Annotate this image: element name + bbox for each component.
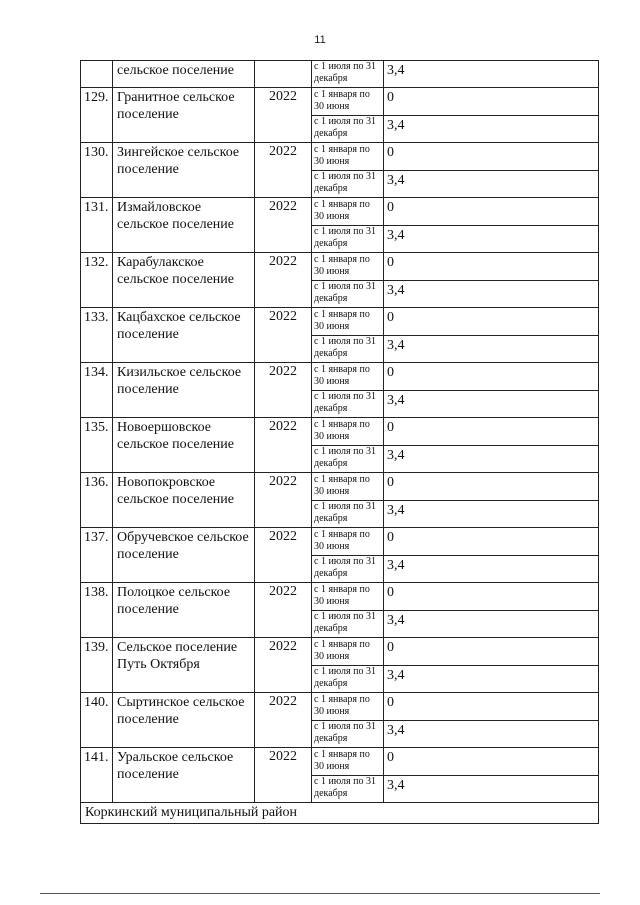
rate-cell: 0: [384, 88, 599, 116]
rate-cell: 0: [384, 693, 599, 721]
rate-cell: 3,4: [384, 556, 599, 583]
table-row: [81, 583, 599, 611]
rate-cell: 3,4: [384, 226, 599, 253]
period-cell: с 1 июля по 31 декабря: [312, 171, 384, 198]
year-cell: 2022: [255, 363, 312, 418]
period-cell: с 1 января по 30 июня: [312, 748, 384, 776]
page-number: 11: [314, 34, 326, 46]
table-row: [81, 748, 599, 776]
table-row: [81, 88, 599, 116]
table-row: [81, 253, 599, 281]
row-number-cell: 129.: [81, 88, 113, 143]
year-cell: 2022: [255, 748, 312, 803]
rate-cell: 3,4: [384, 116, 599, 143]
rate-cell: 3,4: [384, 721, 599, 748]
settlement-name-cell: Полоцкое сельское поселение: [113, 583, 255, 638]
row-number-cell: 140.: [81, 693, 113, 748]
rate-cell: 3,4: [384, 281, 599, 308]
row-number-cell: 130.: [81, 143, 113, 198]
settlement-name-cell: Сыртинское сельское поселение: [113, 693, 255, 748]
settlement-name-cell: Зингейское сельское поселение: [113, 143, 255, 198]
rate-cell: 0: [384, 253, 599, 281]
settlement-name-cell: Кацбахское сельское поселение: [113, 308, 255, 363]
period-cell: с 1 июля по 31 декабря: [312, 281, 384, 308]
rate-cell: 0: [384, 418, 599, 446]
rate-cell: 3,4: [384, 776, 599, 803]
period-cell: с 1 июля по 31 декабря: [312, 611, 384, 638]
period-cell: с 1 июля по 31 декабря: [312, 116, 384, 143]
row-number-cell: 134.: [81, 363, 113, 418]
settlement-name-cell: Обручевское сельское поселение: [113, 528, 255, 583]
rate-cell: 3,4: [384, 391, 599, 418]
period-cell: с 1 января по 30 июня: [312, 528, 384, 556]
row-number-cell: 133.: [81, 308, 113, 363]
row-number-cell: 141.: [81, 748, 113, 803]
rate-cell: 0: [384, 638, 599, 666]
period-cell: с 1 января по 30 июня: [312, 308, 384, 336]
settlement-name-cell: Сельское поселение Путь Октября: [113, 638, 255, 693]
district-heading: Коркинский муниципальный район: [81, 803, 599, 824]
rate-cell: 0: [384, 143, 599, 171]
settlement-name-cell: сельское поселение: [113, 61, 255, 88]
table-row-continuation: [81, 61, 599, 88]
row-number-cell: 132.: [81, 253, 113, 308]
settlement-name-cell: Гранитное сельское поселение: [113, 88, 255, 143]
district-heading-row: [81, 803, 599, 824]
period-cell: с 1 января по 30 июня: [312, 88, 384, 116]
row-number-cell: 131.: [81, 198, 113, 253]
year-cell: 2022: [255, 88, 312, 143]
period-cell: с 1 января по 30 июня: [312, 638, 384, 666]
table-row: [81, 528, 599, 556]
year-cell: [255, 61, 312, 88]
period-cell: с 1 января по 30 июня: [312, 583, 384, 611]
period-cell: с 1 июля по 31 декабря: [312, 391, 384, 418]
row-number-cell: 136.: [81, 473, 113, 528]
settlement-name-cell: Карабулакское сельское поселение: [113, 253, 255, 308]
rate-cell: 0: [384, 528, 599, 556]
year-cell: 2022: [255, 473, 312, 528]
rate-cell: 0: [384, 583, 599, 611]
rate-cell: 0: [384, 748, 599, 776]
period-cell: с 1 января по 30 июня: [312, 198, 384, 226]
period-cell: с 1 июля по 31 декабря: [312, 776, 384, 803]
table-row: [81, 693, 599, 721]
rate-cell: 3,4: [384, 336, 599, 363]
period-cell: с 1 июля по 31 декабря: [312, 61, 384, 88]
rate-cell: 3,4: [384, 61, 599, 88]
municipal-rates-table-container: [80, 60, 598, 824]
period-cell: с 1 июля по 31 декабря: [312, 501, 384, 528]
period-cell: с 1 января по 30 июня: [312, 418, 384, 446]
year-cell: 2022: [255, 143, 312, 198]
settlement-name-cell: Уральское сельское поселение: [113, 748, 255, 803]
rate-cell: 0: [384, 473, 599, 501]
year-cell: 2022: [255, 418, 312, 473]
settlement-name-cell: Новопокровское сельское поселение: [113, 473, 255, 528]
period-cell: с 1 июля по 31 декабря: [312, 336, 384, 363]
period-cell: с 1 июля по 31 декабря: [312, 446, 384, 473]
period-cell: с 1 января по 30 июня: [312, 363, 384, 391]
table-row: [81, 143, 599, 171]
rate-cell: 0: [384, 198, 599, 226]
year-cell: 2022: [255, 583, 312, 638]
year-cell: 2022: [255, 693, 312, 748]
period-cell: с 1 июля по 31 декабря: [312, 556, 384, 583]
rate-cell: 3,4: [384, 446, 599, 473]
year-cell: 2022: [255, 253, 312, 308]
rate-cell: 3,4: [384, 666, 599, 693]
period-cell: с 1 января по 30 июня: [312, 253, 384, 281]
table-row: [81, 638, 599, 666]
period-cell: с 1 июля по 31 декабря: [312, 666, 384, 693]
row-number-cell: 139.: [81, 638, 113, 693]
row-number-cell: 135.: [81, 418, 113, 473]
settlement-name-cell: Измайловское сельское поселение: [113, 198, 255, 253]
year-cell: 2022: [255, 528, 312, 583]
table-row: [81, 198, 599, 226]
table-row: [81, 308, 599, 336]
period-cell: с 1 июля по 31 декабря: [312, 226, 384, 253]
rate-cell: 3,4: [384, 501, 599, 528]
settlement-name-cell: Кизильское сельское поселение: [113, 363, 255, 418]
footer-rule: [40, 893, 600, 894]
row-number-cell: 138.: [81, 583, 113, 638]
rate-cell: 0: [384, 308, 599, 336]
period-cell: с 1 января по 30 июня: [312, 693, 384, 721]
year-cell: 2022: [255, 308, 312, 363]
rate-cell: 0: [384, 363, 599, 391]
period-cell: с 1 июля по 31 декабря: [312, 721, 384, 748]
table-body: [81, 61, 599, 803]
table-row: [81, 363, 599, 391]
period-cell: с 1 января по 30 июня: [312, 473, 384, 501]
rate-cell: 3,4: [384, 611, 599, 638]
municipal-rates-table: [80, 60, 599, 824]
rate-cell: 3,4: [384, 171, 599, 198]
settlement-name-cell: Новоершовское сельское поселение: [113, 418, 255, 473]
year-cell: 2022: [255, 638, 312, 693]
year-cell: 2022: [255, 198, 312, 253]
table-row: [81, 418, 599, 446]
table-row: [81, 473, 599, 501]
period-cell: с 1 января по 30 июня: [312, 143, 384, 171]
row-number-cell: 137.: [81, 528, 113, 583]
row-number-cell: [81, 61, 113, 88]
